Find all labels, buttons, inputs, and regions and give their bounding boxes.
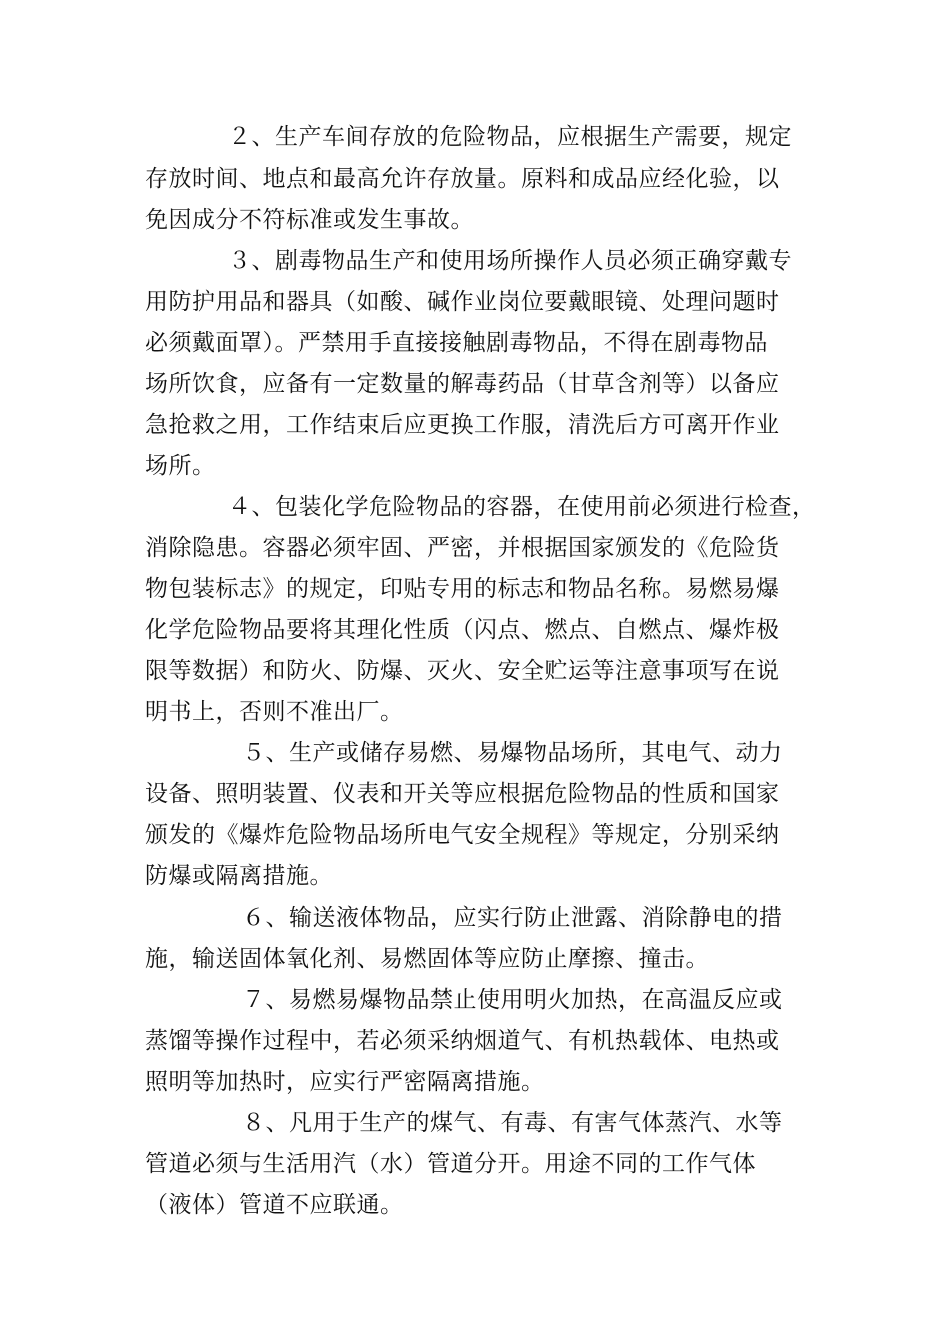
paragraph-4-line-2: 消除隐患。容器必须牢固、严密，并根据国家颁发的《危险货 (145, 535, 780, 561)
paragraph-5-line-1: ５、生产或储存易燃、易爆物品场所，其电气、动力 (242, 740, 783, 766)
paragraph-4-line-5: 限等数据）和防火、防爆、灭火、安全贮运等注意事项写在说 (145, 658, 780, 684)
paragraph-6-line-1: ６、输送液体物品，应实行防止泄露、消除静电的措 (242, 905, 783, 931)
paragraph-3-line-4: 场所饮食，应备有一定数量的解毒药品（甘草含剂等）以备应 (145, 371, 780, 397)
paragraph-8-line-1: ８、凡用于生产的煤气、有毒、有害气体蒸汽、水等 (242, 1110, 783, 1136)
paragraph-4-line-1: ４、包装化学危险物品的容器，在使用前必须进行检查， (228, 494, 816, 520)
paragraph-2-line-3: 免因成分不符标准或发生事故。 (145, 207, 474, 233)
paragraph-4-line-3: 物包装标志》的规定，印贴专用的标志和物品名称。易燃易爆 (145, 576, 780, 602)
paragraph-3-line-6: 场所。 (145, 453, 216, 479)
paragraph-6-line-2: 施，输送固体氧化剂、易燃固体等应防止摩擦、撞击。 (145, 946, 709, 972)
paragraph-4-line-6: 明书上，否则不准出厂。 (145, 699, 404, 725)
paragraph-3-line-2: 用防护用品和器具（如酸、碱作业岗位要戴眼镜、处理问题时 (145, 289, 780, 315)
paragraph-4-line-4: 化学危险物品要将其理化性质（闪点、燃点、自燃点、爆炸极 (145, 617, 780, 643)
paragraph-3-line-5: 急抢救之用，工作结束后应更换工作服，清洗后方可离开作业 (145, 412, 780, 438)
paragraph-2-line-1: ２、生产车间存放的危险物品，应根据生产需要，规定 (228, 124, 792, 150)
paragraph-8-line-3: （液体）管道不应联通。 (145, 1192, 404, 1218)
paragraph-5-line-4: 防爆或隔离措施。 (145, 863, 333, 889)
paragraph-5-line-2: 设备、照明装置、仪表和开关等应根据危险物品的性质和国家 (145, 781, 780, 807)
paragraph-7-line-3: 照明等加热时，应实行严密隔离措施。 (145, 1069, 545, 1095)
paragraph-2-line-2: 存放时间、地点和最高允许存放量。原料和成品应经化验，以 (145, 166, 780, 192)
paragraph-3-line-3: 必须戴面罩）。严禁用手直接接触剧毒物品，不得在剧毒物品 (145, 330, 768, 356)
paragraph-8-line-2: 管道必须与生活用汽（水）管道分开。用途不同的工作气体 (145, 1151, 756, 1177)
paragraph-7-line-2: 蒸馏等操作过程中，若必须采纳烟道气、有机热载体、电热或 (145, 1028, 780, 1054)
paragraph-5-line-3: 颁发的《爆炸危险物品场所电气安全规程》等规定，分别采纳 (145, 822, 780, 848)
paragraph-3-line-1: ３、剧毒物品生产和使用场所操作人员必须正确穿戴专 (228, 248, 792, 274)
paragraph-7-line-1: ７、易燃易爆物品禁止使用明火加热，在高温反应或 (242, 987, 783, 1013)
